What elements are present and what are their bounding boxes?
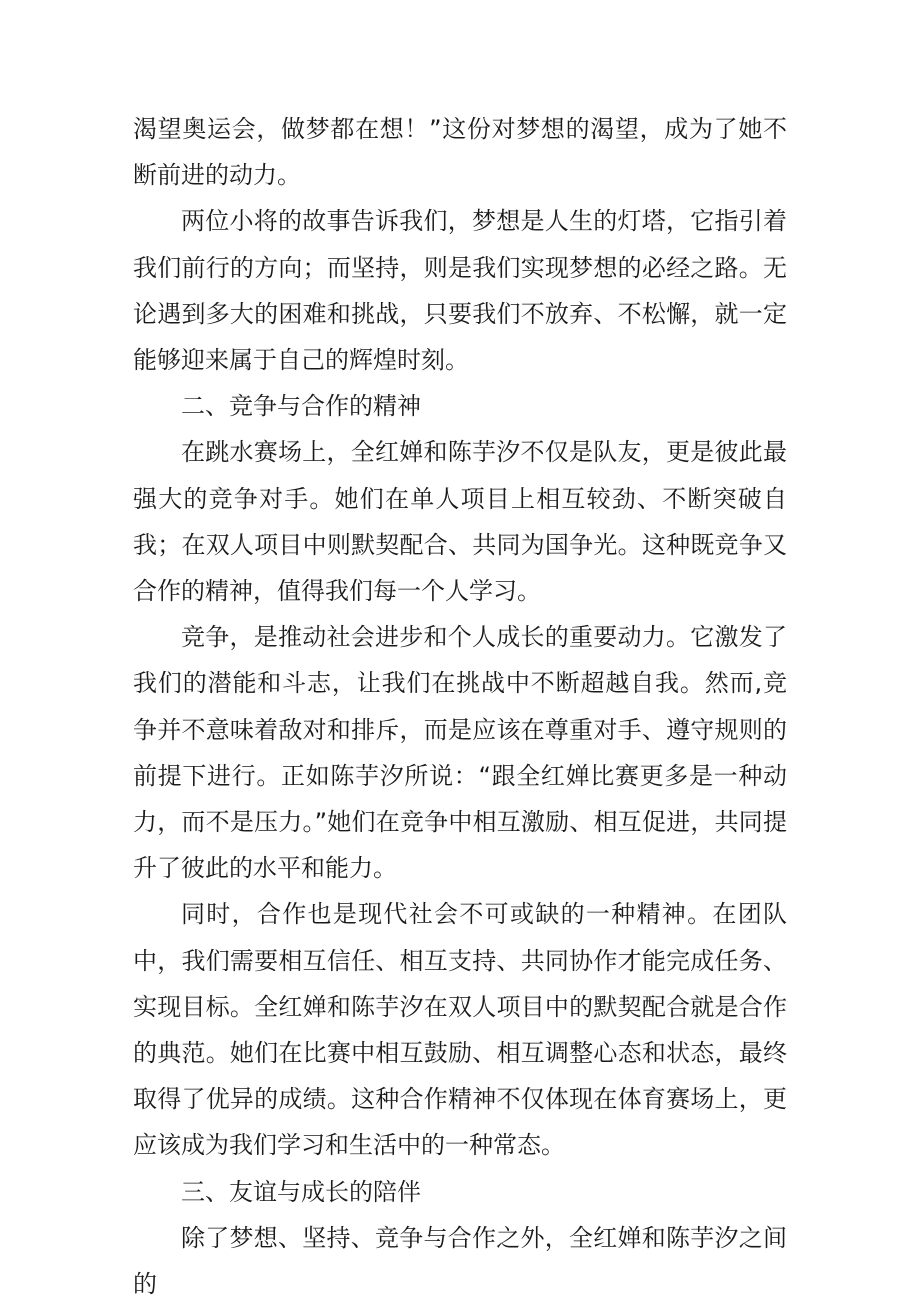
paragraph-friendship-start: 除了梦想、坚持、竞争与合作之外，全红婵和陈芋汐之间的 bbox=[133, 1223, 787, 1299]
section-heading-friendship: 三、友谊与成长的陪伴 bbox=[181, 1177, 421, 1206]
paragraph-continuation: 渴望奥运会，做梦都在想！”这份对梦想的渴望，成为了她不断前进的动力。 bbox=[133, 115, 787, 190]
section-heading-competition: 二、竞争与合作的精神 bbox=[181, 392, 421, 421]
paragraph-diving-teammates: 在跳水赛场上，全红婵和陈芋汐不仅是队友，更是彼此最强大的竞争对手。她们在单人项目上相互较劲、不断突破自我；在双人项目中则默契配合、共同为国争光。这种既竞争又合作的精神，值得我们每一个人学习。 bbox=[133, 438, 787, 606]
paragraph-dream-lighthouse: 两位小将的故事告诉我们，梦想是人生的灯塔，它指引着我们前行的方向；而坚持，则是我们实现梦想的必经之路。无论遇到多大的困难和挑战，只要我们不放弃、不松懈，就一定能够迎来属于自己的辉煌时刻。 bbox=[133, 207, 787, 375]
paragraph-competition-motivation: 竞争，是推动社会进步和个人成长的重要动力。它激发了我们的潜能和斗志，让我们在挑战中不断超越自我。然而,竞争并不意味着敌对和排斥，而是应该在尊重对手、遵守规则的前提下进行。正如陈芋汐所说：“跟全红婵比赛更多是一种动力，而不是压力。”她们在竞争中相互激励、相互促进，共同提升了彼此的水平和能力。 bbox=[133, 623, 787, 883]
paragraph-cooperation-spirit: 同时，合作也是现代社会不可或缺的一种精神。在团队中，我们需要相互信任、相互支持、共同协作才能完成任务、实现目标。全红婵和陈芋汐在双人项目中的默契配合就是合作的典范。她们在比赛中相互鼓励、相互调整心态和状态，最终取得了优异的成绩。这种合作精神不仅体现在体育赛场上，更应该成为我们学习和生活中的一种常态。 bbox=[133, 900, 787, 1160]
document-body bbox=[133, 106, 787, 1307]
